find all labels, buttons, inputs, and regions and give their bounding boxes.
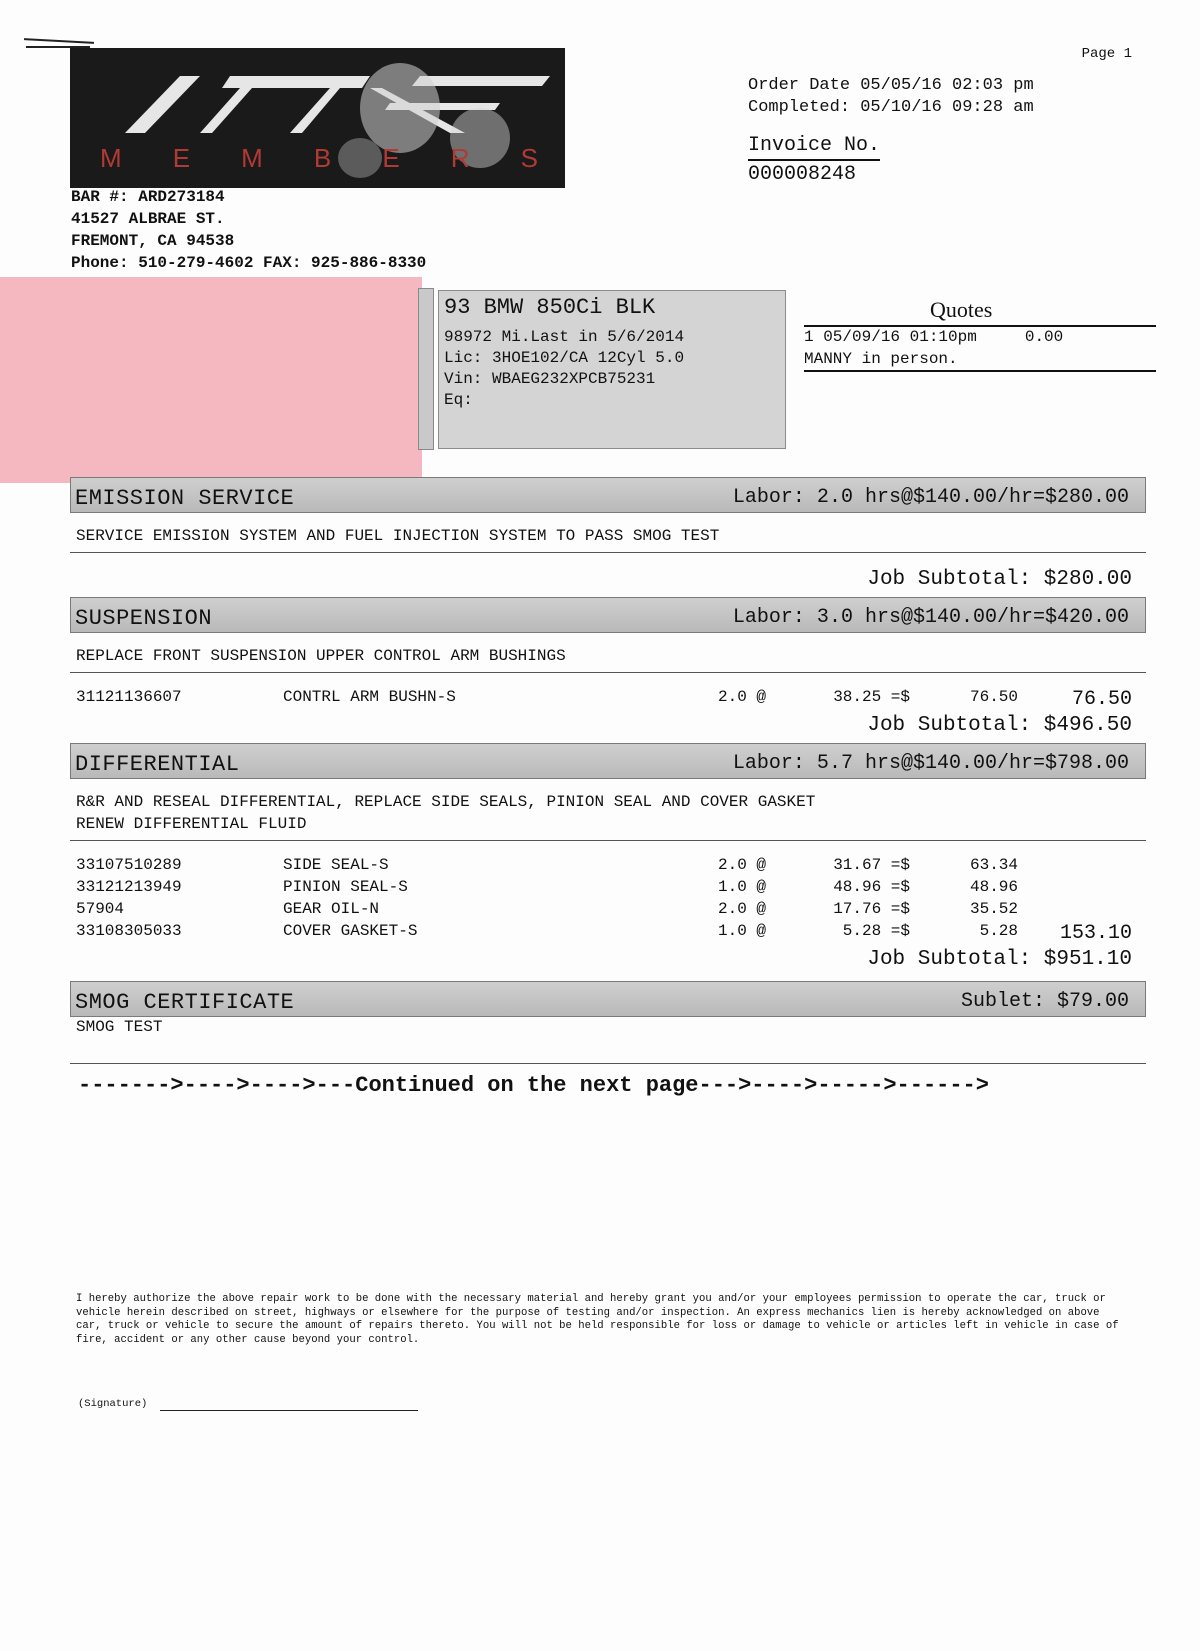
part-description: COVER GASKET-S bbox=[283, 922, 418, 940]
part-extended: 48.96 bbox=[969, 878, 1018, 896]
signature-label: (Signature) bbox=[78, 1398, 148, 1410]
invoice-number: 000008248 bbox=[748, 163, 857, 186]
divider bbox=[70, 552, 1146, 553]
part-number: 33108305033 bbox=[76, 922, 182, 940]
job-title: DIFFERENTIAL bbox=[75, 752, 240, 777]
parts-total: 153.10 bbox=[1059, 922, 1132, 945]
part-price: 17.76 =$ bbox=[833, 900, 910, 918]
shop-logo bbox=[70, 48, 565, 188]
divider bbox=[804, 325, 1156, 327]
job-labor: Labor: 2.0 hrs@$140.00/hr=$280.00 bbox=[732, 486, 1129, 509]
part-price: 31.67 =$ bbox=[833, 856, 910, 874]
completed-date: Completed: 05/10/16 09:28 am bbox=[748, 98, 1034, 117]
part-quantity: 2.0 @ bbox=[718, 856, 767, 874]
job-subtotal: Job Subtotal: $280.00 bbox=[867, 568, 1132, 591]
authorization-text: I hereby authorize the above repair work to be done with the necessary material and hereby grant you and/or your employees permission to operate the car, truck or vehicle herein described on street, highways or elsewhere for the purpose of testing and/or inspection. An express mechanics lien is hereby acknowledged on above car, truck or vehicle to secure the amount of repairs thereto. You will not be held responsible for loss or damage to vehicle or articles left in vehicle in case of fire, accident or any other cause beyond your control. bbox=[76, 1293, 1119, 1346]
redacted-customer-block bbox=[0, 277, 422, 483]
part-price: 5.28 =$ bbox=[842, 922, 910, 940]
job-header-smog bbox=[70, 981, 1146, 1017]
job-header-suspension bbox=[70, 597, 1146, 633]
continued-notice: ------->---->---->---Continued on the next page--->---->----->------> bbox=[78, 1073, 989, 1098]
job-labor: Labor: 5.7 hrs@$140.00/hr=$798.00 bbox=[732, 752, 1129, 775]
part-quantity: 1.0 @ bbox=[718, 922, 767, 940]
parts-total: 76.50 bbox=[1071, 688, 1132, 711]
job-header-emission bbox=[70, 477, 1146, 513]
part-extended: 76.50 bbox=[969, 688, 1018, 706]
divider bbox=[804, 370, 1156, 372]
job-title: SUSPENSION bbox=[75, 606, 213, 631]
shop-city: FREMONT, CA 94538 bbox=[71, 232, 235, 250]
job-title: SMOG CERTIFICATE bbox=[75, 990, 295, 1015]
divider bbox=[70, 840, 1146, 841]
job-description: RENEW DIFFERENTIAL FLUID bbox=[76, 815, 307, 833]
vehicle-vin: Vin: WBAEG232XPCB75231 bbox=[444, 370, 656, 388]
part-description: GEAR OIL-N bbox=[283, 900, 380, 918]
quote-line: 1 05/09/16 01:10pm 0.00 bbox=[804, 328, 1064, 346]
logo-members-text: M E M B E R S bbox=[100, 143, 540, 173]
job-description: R&R AND RESEAL DIFFERENTIAL, REPLACE SIDE SEALS, PINION SEAL AND COVER GASKET bbox=[76, 793, 816, 811]
invoice-label: Invoice No. bbox=[748, 134, 880, 161]
shop-phone: Phone: 510-279-4602 FAX: 925-886-8330 bbox=[71, 254, 427, 272]
part-quantity: 2.0 @ bbox=[718, 900, 767, 918]
part-extended: 5.28 bbox=[979, 922, 1018, 940]
order-date: Order Date 05/05/16 02:03 pm bbox=[748, 76, 1034, 95]
job-description: SMOG TEST bbox=[76, 1018, 163, 1036]
page-number: Page 1 bbox=[1081, 46, 1132, 62]
divider bbox=[70, 1063, 1146, 1064]
shop-street: 41527 ALBRAE ST. bbox=[71, 210, 225, 228]
signature-line bbox=[160, 1410, 418, 1411]
job-subtotal: Job Subtotal: $496.50 bbox=[867, 714, 1132, 737]
job-description: SERVICE EMISSION SYSTEM AND FUEL INJECTION SYSTEM TO PASS SMOG TEST bbox=[76, 527, 720, 545]
customer-box-edge bbox=[418, 288, 434, 450]
part-number: 33107510289 bbox=[76, 856, 182, 874]
quotes-title: Quotes bbox=[930, 297, 993, 322]
part-description: PINION SEAL-S bbox=[283, 878, 408, 896]
pen-scratch bbox=[24, 38, 94, 44]
part-price: 38.25 =$ bbox=[833, 688, 910, 706]
vehicle-title: 93 BMW 850Ci BLK bbox=[444, 295, 656, 320]
vehicle-license: Lic: 3HOE102/CA 12Cyl 5.0 bbox=[444, 349, 685, 367]
shop-bar-number: BAR #: ARD273184 bbox=[71, 188, 225, 206]
part-extended: 63.34 bbox=[969, 856, 1018, 874]
part-number: 57904 bbox=[76, 900, 125, 918]
job-description: REPLACE FRONT SUSPENSION UPPER CONTROL ARM BUSHINGS bbox=[76, 647, 566, 665]
vehicle-info-box bbox=[438, 290, 786, 449]
part-number: 33121213949 bbox=[76, 878, 182, 896]
part-description: SIDE SEAL-S bbox=[283, 856, 389, 874]
part-quantity: 1.0 @ bbox=[718, 878, 767, 896]
job-sublet: Sublet: $79.00 bbox=[960, 990, 1129, 1013]
job-subtotal: Job Subtotal: $951.10 bbox=[867, 948, 1132, 971]
quote-author: MANNY in person. bbox=[804, 350, 958, 368]
job-header-differential bbox=[70, 743, 1146, 779]
job-labor: Labor: 3.0 hrs@$140.00/hr=$420.00 bbox=[732, 606, 1129, 629]
part-number: 31121136607 bbox=[76, 688, 182, 706]
job-title: EMISSION SERVICE bbox=[75, 486, 295, 511]
part-price: 48.96 =$ bbox=[833, 878, 910, 896]
divider bbox=[70, 672, 1146, 673]
part-extended: 35.52 bbox=[969, 900, 1018, 918]
vehicle-mileage: 98972 Mi.Last in 5/6/2014 bbox=[444, 328, 685, 346]
vehicle-equipment: Eq: bbox=[444, 391, 473, 409]
part-description: CONTRL ARM BUSHN-S bbox=[283, 688, 456, 706]
part-quantity: 2.0 @ bbox=[718, 688, 767, 706]
